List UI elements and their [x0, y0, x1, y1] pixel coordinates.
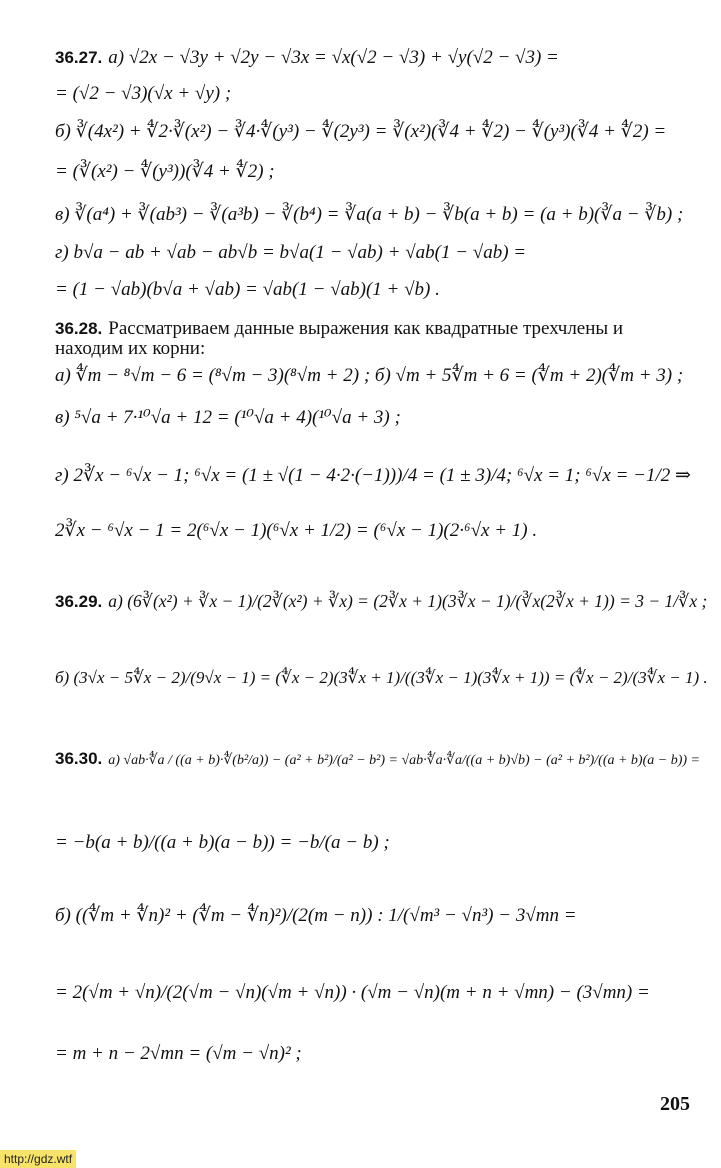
line-3 [55, 121, 666, 143]
problem-number: 36.27. [55, 48, 103, 67]
line-4 [55, 161, 275, 183]
page-number: 205 [660, 1093, 690, 1115]
formula-text: б) (3√x − 5∜x − 2)/(9√x − 1) = (∜x − 2)(3∜x + 1)/((3∜x − 1)(3∜x + 1)) = (∜x − 2)/(3∜x − 1) . [55, 668, 708, 687]
formula-text: г) b√a − ab + √ab − ab√b = b√a(1 − √ab) + √ab(1 − √ab) = [55, 242, 527, 263]
formula-text: = −b(a + b)/((a + b)(a − b)) = −b/(a − b) ; [55, 832, 390, 853]
line-1 [55, 47, 559, 69]
line-6 [55, 242, 526, 264]
formula-text: а) (6∛(x²) + ∛x − 1)/(2∛(x²) + ∛x) = (2∛x + 1)(3∛x − 1)/(∛x(2∛x + 1)) = 3 − 1/∛x ; [108, 591, 708, 611]
formula-text: = 2(√m + √n)/(2(√m − √n)(√m + √n)) · (√m − √n)(m + n + √mn) − (3√mn) = [55, 982, 650, 1003]
line-14 [55, 590, 707, 613]
formula-text: в) ⁵√a + 7·¹⁰√a + 12 = (¹⁰√a + 4)(¹⁰√a + 3) ; [55, 407, 401, 428]
formula-text: = m + n − 2√mn = (√m − √n)² ; [55, 1043, 302, 1064]
line-13 [55, 520, 537, 542]
formula-text: 2∛x − ⁶√x − 1 = 2(⁶√x − 1)(⁶√x + 1/2) = (⁶√x − 1)(2·⁶√x + 1) . [55, 520, 538, 541]
formula-text: = (√2 − √3)(√x + √y) ; [55, 83, 232, 104]
line-20 [55, 1043, 302, 1065]
line-7 [55, 279, 440, 301]
formula-text: а) ∜m − ⁸√m − 6 = (⁸√m − 3)(⁸√m + 2) ; б) √m + 5∜m + 6 = (∜m + 2)(∜m + 3) ; [55, 365, 684, 386]
problem-number: 36.28. [55, 319, 103, 338]
line-10 [55, 365, 683, 387]
line-19 [55, 982, 650, 1004]
line-9 [55, 338, 205, 360]
formula-text: = (1 − √ab)(b√a + √ab) = √ab(1 − √ab)(1 + √b) . [55, 279, 440, 300]
body-text: находим их корни: [55, 338, 206, 359]
line-18 [55, 905, 577, 927]
line-5 [55, 204, 683, 226]
line-2 [55, 83, 231, 105]
line-8 [55, 318, 623, 340]
formula-text: б) ((∜m + ∜n)² + (∜m − ∜n)²)/(2(m − n)) : 1/(√m³ − √n³) − 3√mn = [55, 905, 577, 926]
formula-text: б) ∛(4x²) + ∜2·∛(x²) − ∛4·∜(y³) − ∜(2y³) = ∛(x²)(∛4 + ∜2) − ∜(y³)(∛4 + ∜2) = [55, 121, 667, 142]
line-11 [55, 407, 401, 429]
formula-text: = (∛(x²) − ∜(y³))(∛4 + ∜2) ; [55, 161, 275, 182]
body-text: Рассматриваем данные выражения как квадратные трехчлены и [108, 318, 624, 339]
site-label[interactable]: http://gdz.wtf [0, 1150, 76, 1168]
line-15 [55, 667, 708, 689]
formula-text: в) ∛(a⁴) + ∛(ab³) − ∛(a³b) − ∛(b⁴) = ∛a(a + b) − ∛b(a + b) = (a + b)(∛a − ∛b) ; [55, 204, 684, 225]
formula-text: а) √ab·∜a / ((a + b)·∜(b²/a)) − (a² + b²)/(a² − b²) = √ab·∜a·∜a/((a + b)√b) − (a² + b²)/((a + b)(a − b)) = [108, 753, 700, 768]
problem-number: 36.30. [55, 749, 103, 768]
line-17 [55, 832, 390, 854]
problem-number: 36.29. [55, 592, 103, 611]
line-12 [55, 465, 691, 487]
line-16 [55, 748, 700, 772]
formula-text: г) 2∛x − ⁶√x − 1; ⁶√x = (1 ± √(1 − 4·2·(−1)))/4 = (1 ± 3)/4; ⁶√x = 1; ⁶√x = −1/2 ⇒ [55, 465, 691, 486]
formula-text: а) √2x − √3y + √2y − √3x = √x(√2 − √3) + √y(√2 − √3) = [108, 47, 559, 68]
